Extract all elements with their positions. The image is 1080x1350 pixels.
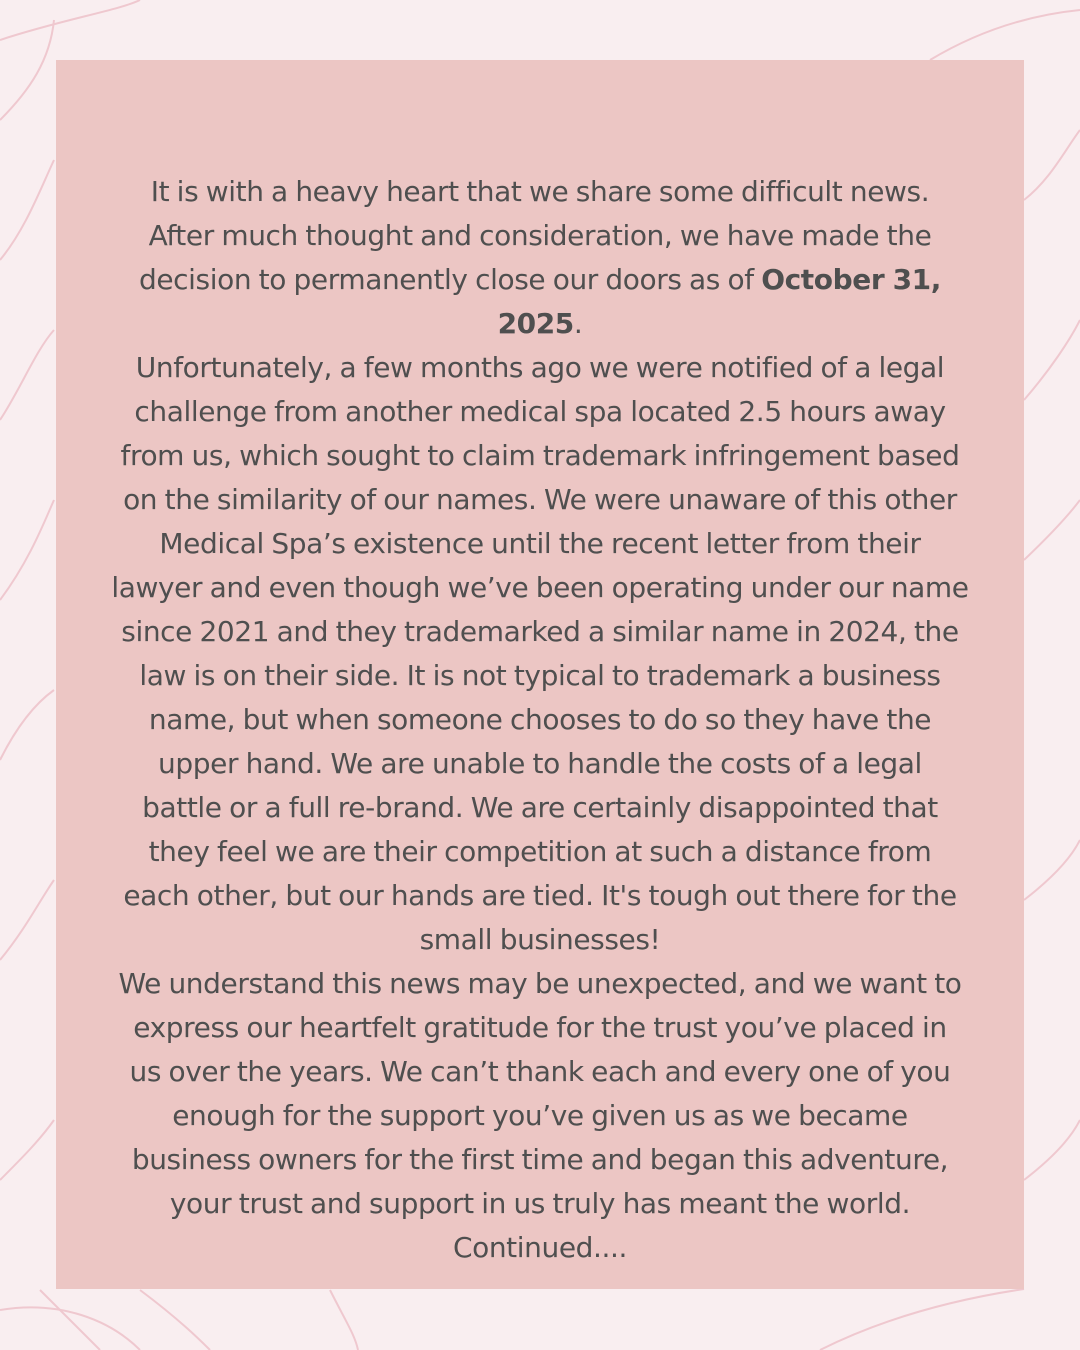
leaf-outline-icon: [0, 0, 140, 40]
paragraph-legal-challenge: Unfortunately, a few months ago we were notified of a legal challenge from another medical spa located 2.5 hours away from us, which sought to claim trademark infringement based on the similarity of our names. We were unaware of this other Medical Spa’s existence until the recent letter from their lawyer and even though we’ve been operating under our name since 2021 and they trademarked a similar name in 2024, the law is on their side. It is not typical to trademark a business name, but when someone chooses to do so they have the upper hand. We are unable to handle the costs of a legal battle or a full re-brand. We are certainly disappointed that they feel we are their competition at such a distance from each other, but our hands are tied. It's tough out there for the small businesses!: [111, 351, 969, 956]
leaf-outline-icon: [1024, 320, 1080, 400]
leaf-outline-icon: [0, 1120, 54, 1180]
leaf-outline-icon: [1024, 130, 1080, 200]
leaf-outline-icon: [820, 1289, 1024, 1350]
leaf-outline-icon: [0, 330, 54, 420]
leaf-outline-icon: [0, 20, 54, 120]
leaf-outline-icon: [40, 1290, 100, 1350]
announcement-text: [56, 170, 1024, 1270]
closing-date: October 31, 2025: [497, 263, 942, 340]
continued-label: Continued....: [452, 1231, 628, 1264]
intro-text: It is with a heavy heart that we share some difficult news. After much thought and consideration, we have made the decision to permanently close our doors as of: [138, 175, 932, 296]
leaf-outline-icon: [0, 500, 54, 600]
leaf-outline-icon: [1024, 840, 1080, 900]
announcement-card: [56, 60, 1024, 1289]
leaf-outline-icon: [1024, 500, 1080, 560]
leaf-outline-icon: [140, 1290, 210, 1350]
leaf-outline-icon: [0, 880, 54, 960]
leaf-outline-icon: [0, 160, 54, 260]
leaf-outline-icon: [930, 10, 1080, 60]
leaf-outline-icon: [0, 690, 54, 760]
paragraph-gratitude: We understand this news may be unexpected, and we want to express our heartfelt gratitude for the trust you’ve placed in us over the years. We can’t thank each and every one of you enough for the support you’ve given us as we became business owners for the first time and began this adventure, your trust and support in us truly has meant the world.: [118, 967, 962, 1220]
leaf-outline-icon: [0, 1307, 140, 1350]
intro-period: .: [573, 307, 583, 340]
leaf-outline-icon: [330, 1290, 358, 1350]
leaf-outline-icon: [1024, 1120, 1080, 1180]
